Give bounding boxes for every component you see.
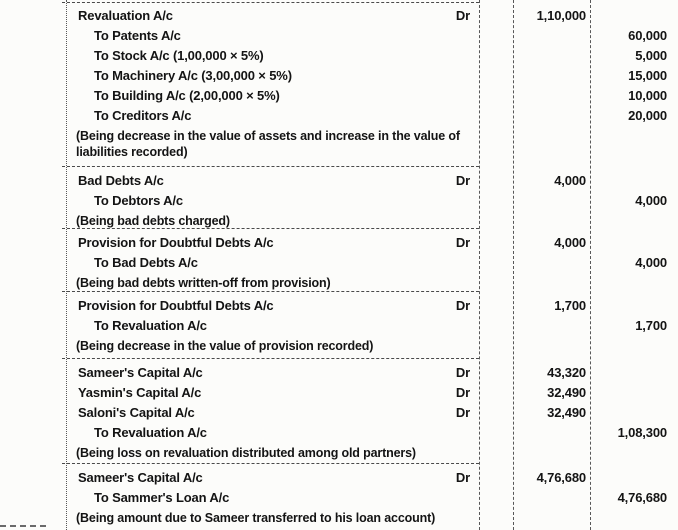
journal-line (66, 65, 678, 85)
journal-line (66, 45, 678, 65)
account-name: To Debtors A/c (94, 192, 183, 208)
narration-text: (Being decrease in the value of provision recorded) (76, 339, 374, 353)
page-edge-mark (0, 525, 46, 527)
journal-entry (66, 229, 678, 292)
journal-entry (66, 292, 678, 359)
account-name: Provision for Doubtful Debts A/c (78, 297, 274, 313)
account-name: Bad Debts A/c (78, 172, 164, 188)
journal-line (66, 315, 678, 335)
particulars-cell (66, 235, 479, 250)
narration-text: (Being decrease in the value of assets and increase in the value of liabilities recorded) (76, 129, 460, 159)
credit-amount: 4,000 (635, 254, 667, 270)
journal-line (66, 252, 678, 272)
account-name: To Building A/c (2,00,000 × 5%) (94, 87, 280, 103)
narration-text: (Being amount due to Sameer transferred to his loan account) (76, 511, 436, 525)
journal-line (66, 362, 678, 382)
journal-line (66, 105, 678, 125)
dr-marker (470, 68, 479, 83)
account-name: To Revaluation A/c (94, 317, 207, 333)
dr-marker (470, 193, 479, 208)
credit-amount: 1,700 (635, 317, 667, 333)
journal-entry (66, 464, 678, 530)
particulars-cell (66, 385, 479, 400)
debit-amount: 4,000 (554, 172, 586, 188)
dr-marker: Dr (455, 7, 470, 23)
particulars-cell (66, 108, 479, 123)
journal-entries (0, 2, 678, 530)
journal-line (66, 487, 678, 507)
particulars-cell (66, 193, 479, 208)
journal-entry (66, 167, 678, 229)
journal-line (66, 232, 678, 252)
debit-amount: 32,490 (547, 404, 586, 420)
account-name: Saloni's Capital A/c (78, 404, 195, 420)
dr-marker: Dr (455, 172, 470, 188)
particulars-cell (66, 405, 479, 420)
debit-amount: 43,320 (547, 364, 586, 380)
dr-marker: Dr (455, 234, 470, 250)
account-name: To Sammer's Loan A/c (94, 489, 230, 505)
particulars-cell (66, 490, 479, 505)
particulars-cell (66, 365, 479, 380)
dr-marker (470, 28, 479, 43)
journal-line (66, 422, 678, 442)
credit-amount: 20,000 (628, 107, 667, 123)
debit-amount: 1,700 (554, 297, 586, 313)
journal-line (66, 467, 678, 487)
particulars-cell (66, 255, 479, 270)
credit-amount: 4,000 (635, 192, 667, 208)
journal-line (66, 190, 678, 210)
dr-marker (470, 425, 479, 440)
account-name: Yasmin's Capital A/c (78, 384, 202, 400)
account-name: To Bad Debts A/c (94, 254, 198, 270)
dr-marker: Dr (455, 469, 470, 485)
debit-amount: 4,76,680 (536, 469, 586, 485)
dr-marker: Dr (455, 384, 470, 400)
journal-entry (66, 2, 678, 167)
dr-marker (470, 255, 479, 270)
journal-entry (66, 359, 678, 464)
account-name: To Creditors A/c (94, 107, 192, 123)
narration-text: (Being loss on revaluation distributed among old partners) (76, 446, 416, 460)
particulars-cell (66, 88, 479, 103)
particulars-cell (66, 425, 479, 440)
dr-marker: Dr (455, 364, 470, 380)
credit-amount: 5,000 (635, 47, 667, 63)
journal-line (66, 402, 678, 422)
account-name: To Patents A/c (94, 27, 181, 43)
dr-marker (470, 490, 479, 505)
credit-amount: 60,000 (628, 27, 667, 43)
particulars-cell (66, 8, 479, 23)
journal-line (66, 85, 678, 105)
narration-text: (Being bad debts charged) (76, 214, 230, 228)
dr-marker (470, 88, 479, 103)
journal-line (66, 170, 678, 190)
debit-amount: 1,10,000 (536, 7, 586, 23)
journal-line (66, 25, 678, 45)
particulars-cell (66, 470, 479, 485)
account-name: Sameer's Capital A/c (78, 364, 203, 380)
dr-marker: Dr (455, 297, 470, 313)
account-name: To Machinery A/c (3,00,000 × 5%) (94, 67, 292, 83)
journal-line (66, 295, 678, 315)
credit-amount: 1,08,300 (617, 424, 667, 440)
dr-marker (470, 108, 479, 123)
account-name: To Stock A/c (1,00,000 × 5%) (94, 47, 264, 63)
particulars-cell (66, 48, 479, 63)
particulars-cell (66, 68, 479, 83)
account-name: To Revaluation A/c (94, 424, 207, 440)
account-name: Sameer's Capital A/c (78, 469, 203, 485)
credit-amount: 10,000 (628, 87, 667, 103)
particulars-cell (66, 173, 479, 188)
particulars-cell (66, 318, 479, 333)
credit-amount: 4,76,680 (617, 489, 667, 505)
debit-amount: 32,490 (547, 384, 586, 400)
narration-text: (Being bad debts written-off from provision) (76, 276, 331, 290)
account-name: Revaluation A/c (78, 7, 173, 23)
dr-marker: Dr (455, 404, 470, 420)
debit-amount: 4,000 (554, 234, 586, 250)
account-name: Provision for Doubtful Debts A/c (78, 234, 274, 250)
credit-amount: 15,000 (628, 67, 667, 83)
particulars-cell (66, 28, 479, 43)
particulars-cell (66, 298, 479, 313)
journal-line (66, 5, 678, 25)
dr-marker (470, 318, 479, 333)
dr-marker (470, 48, 479, 63)
journal-line (66, 382, 678, 402)
